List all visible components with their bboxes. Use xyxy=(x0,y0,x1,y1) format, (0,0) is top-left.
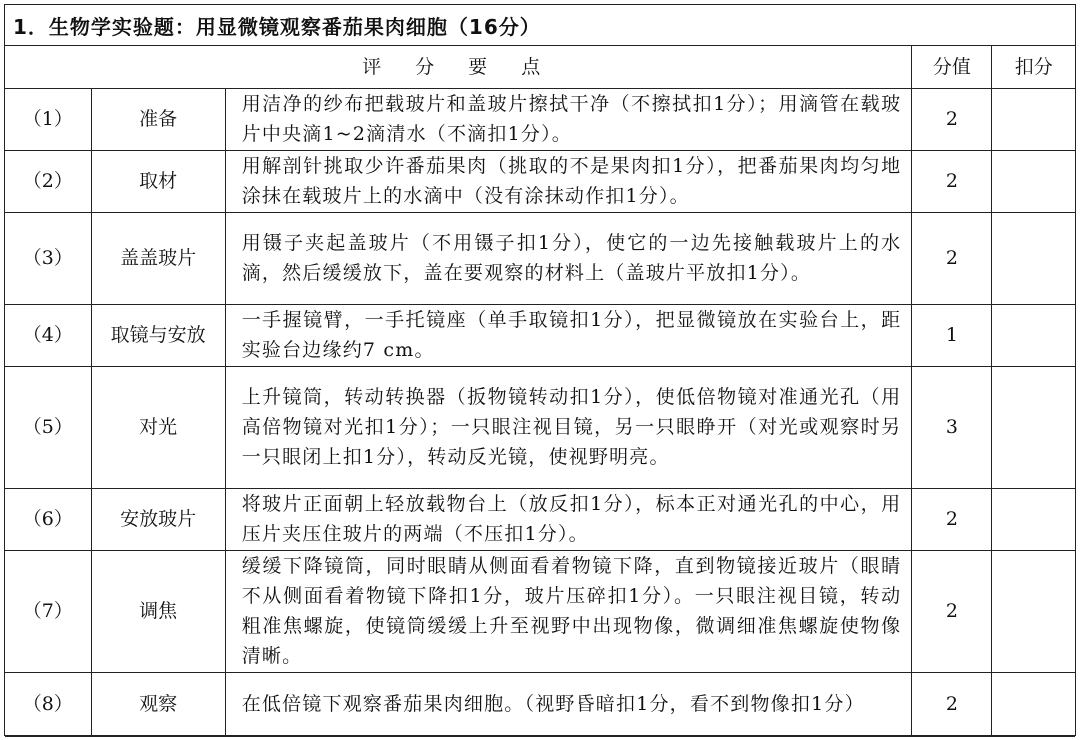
row-description: 用洁净的纱布把载玻片和盖玻片擦拭干净（不擦拭扣1分）；用滴管在载玻片中央滴1~2滴清水（不滴扣1分）。 xyxy=(225,88,912,150)
row-number: （1） xyxy=(5,88,91,150)
row-deduction xyxy=(992,550,1075,672)
row-deduction xyxy=(992,150,1075,212)
row-deduction xyxy=(992,672,1075,736)
table-row xyxy=(5,212,1075,304)
row-deduction xyxy=(992,304,1075,366)
row-number: （3） xyxy=(5,212,91,304)
row-step: 取材 xyxy=(91,150,225,212)
row-step: 观察 xyxy=(91,672,225,736)
table-row xyxy=(5,488,1075,550)
row-description: 一手握镜臂，一手托镜座（单手取镜扣1分），把显微镜放在实验台上，距实验台边缘约7 cm。 xyxy=(225,304,912,366)
header-points: 评 分 要 点 xyxy=(5,46,912,88)
row-step: 调焦 xyxy=(91,550,225,672)
scoring-sheet xyxy=(4,4,1076,736)
row-score: 2 xyxy=(912,212,992,304)
table-header-row xyxy=(5,46,1075,88)
table-row xyxy=(5,150,1075,212)
row-description: 缓缓下降镜筒，同时眼睛从侧面看着物镜下降，直到物镜接近玻片（眼睛不从侧面看着物镜下降扣1分，玻片压碎扣1分）。一只眼注视目镜，转动粗准焦螺旋，使镜筒缓缓上升至视野中出现物像，微调细准焦螺旋使物像清晰。 xyxy=(225,550,912,672)
row-score: 2 xyxy=(912,550,992,672)
row-score: 2 xyxy=(912,150,992,212)
row-number: （8） xyxy=(5,672,91,736)
row-description: 上升镜筒，转动转换器（扳物镜转动扣1分），使低倍物镜对准通光孔（用高倍物镜对光扣1分）；一只眼注视目镜，另一只眼睁开（对光或观察时另一只眼闭上扣1分），转动反光镜，使视野明亮。 xyxy=(225,366,912,488)
row-score: 3 xyxy=(912,366,992,488)
row-description: 用镊子夹起盖玻片（不用镊子扣1分），使它的一边先接触载玻片上的水滴，然后缓缓放下，盖在要观察的材料上（盖玻片平放扣1分）。 xyxy=(225,212,912,304)
row-step: 取镜与安放 xyxy=(91,304,225,366)
row-deduction xyxy=(992,488,1075,550)
row-description: 用解剖针挑取少许番茄果肉（挑取的不是果肉扣1分），把番茄果肉均匀地涂抹在载玻片上的水滴中（没有涂抹动作扣1分）。 xyxy=(225,150,912,212)
table-row xyxy=(5,672,1075,736)
header-score: 分值 xyxy=(912,46,992,88)
row-step: 对光 xyxy=(91,366,225,488)
row-number: （5） xyxy=(5,366,91,488)
row-number: （4） xyxy=(5,304,91,366)
row-deduction xyxy=(992,366,1075,488)
row-deduction xyxy=(992,212,1075,304)
row-number: （2） xyxy=(5,150,91,212)
row-step: 盖盖玻片 xyxy=(91,212,225,304)
header-deduction: 扣分 xyxy=(992,46,1075,88)
row-deduction xyxy=(992,88,1075,150)
row-step: 准备 xyxy=(91,88,225,150)
table-row xyxy=(5,550,1075,672)
row-step: 安放玻片 xyxy=(91,488,225,550)
scoring-table xyxy=(5,46,1075,737)
table-row xyxy=(5,304,1075,366)
row-description: 将玻片正面朝上轻放载物台上（放反扣1分），标本正对通光孔的中心，用压片夹压住玻片的两端（不压扣1分）。 xyxy=(225,488,912,550)
row-score: 2 xyxy=(912,88,992,150)
sheet-title: 1．生物学实验题：用显微镜观察番茄果肉细胞（16分） xyxy=(5,5,1075,46)
row-number: （6） xyxy=(5,488,91,550)
row-description: 在低倍镜下观察番茄果肉细胞。（视野昏暗扣1分，看不到物像扣1分） xyxy=(225,672,912,736)
row-score: 2 xyxy=(912,672,992,736)
table-row xyxy=(5,366,1075,488)
table-row xyxy=(5,88,1075,150)
row-score: 1 xyxy=(912,304,992,366)
row-number: （7） xyxy=(5,550,91,672)
row-score: 2 xyxy=(912,488,992,550)
